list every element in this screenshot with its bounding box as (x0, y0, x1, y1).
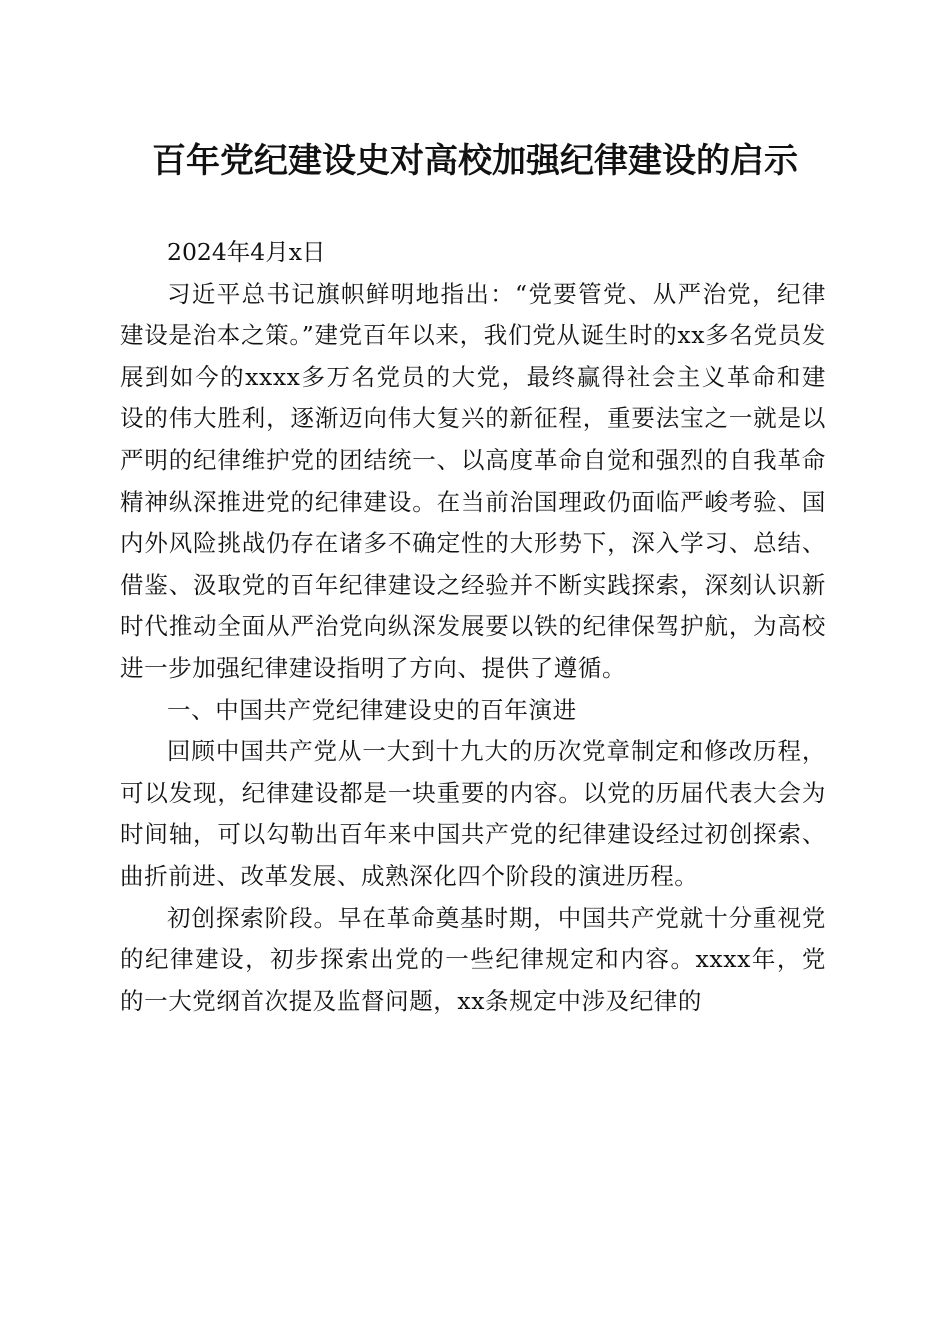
paragraph-stage-1: 初创探索阶段。早在革命奠基时期，中国共产党就十分重视党的纪律建设，初步探索出党的一些纪律规定和内容。xxxx年，党的一大党纲首次提及监督问题，xx条规定中涉及纪律的 (120, 903, 826, 1015)
document-date: 2024年4月x日 (167, 238, 326, 266)
document-title: 百年党纪建设史对高校加强纪律建设的启示 (152, 141, 798, 181)
paragraph-intro: 习近平总书记旗帜鲜明地指出：“党要管党、从严治党，纪律建设是治本之策。”建党百年以来，我们党从诞生时的xx多名党员发展到如今的xxxx多万名党员的大党，最终赢得社会主义革命和建设的伟大胜利，逐渐迈向伟大复兴的新征程，重要法宝之一就是以严明的纪律维护党的团结统一、以高度革命自觉和强烈的自我革命精神纵深推进党的纪律建设。在当前治国理政仍面临严峻考验、国内外风险挑战仍存在诸多不确定性的大形势下，深入学习、总结、借鉴、汲取党的百年纪律建设之经验并不断实践探索，深刻认识新时代推动全面从严治党向纵深发展要以铁的纪律保驾护航，为高校进一步加强纪律建设指明了方向、提供了遵循。 (120, 279, 826, 682)
paragraph-review: 回顾中国共产党从一大到十九大的历次党章制定和修改历程，可以发现，纪律建设都是一块重要的内容。以党的历届代表大会为时间轴，可以勾勒出百年来中国共产党的纪律建设经过初创探索、曲折前进、改革发展、成熟深化四个阶段的演进历程。 (120, 737, 826, 890)
section-heading-1: 一、中国共产党纪律建设史的百年演进 (167, 695, 577, 724)
document-body (120, 232, 826, 1022)
